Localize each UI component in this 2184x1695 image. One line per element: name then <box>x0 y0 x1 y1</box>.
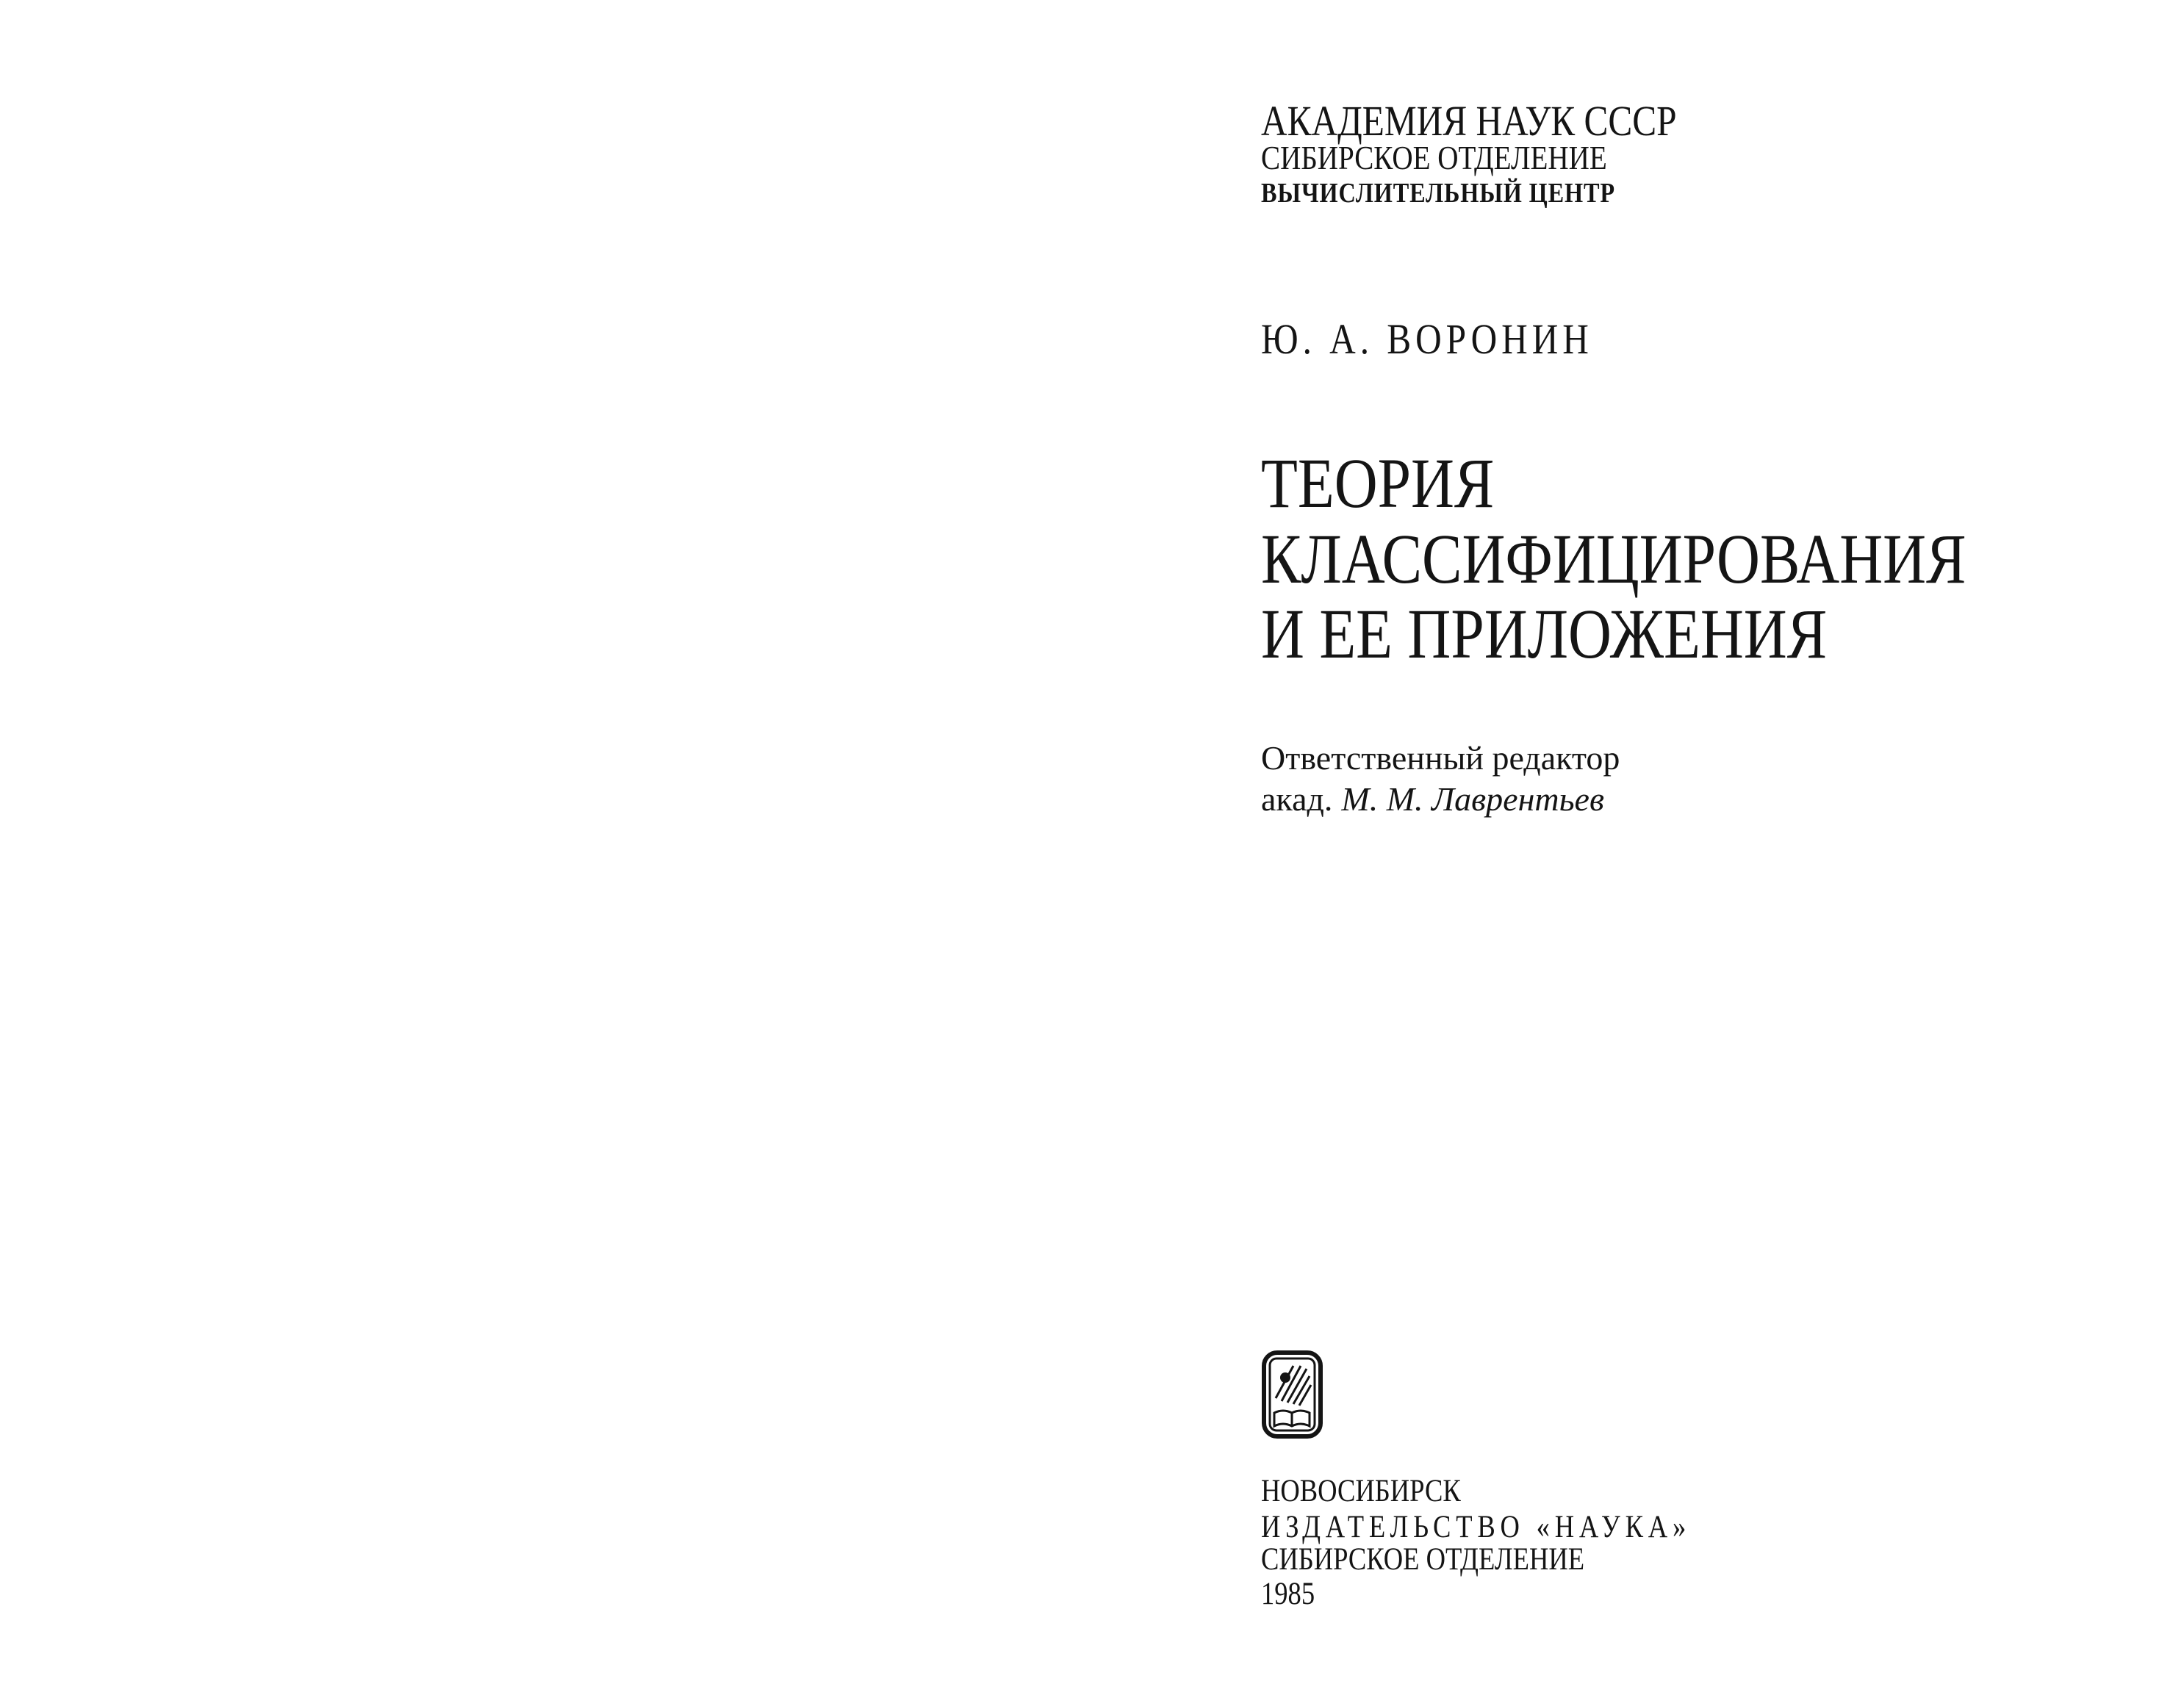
editor-line <box>1261 782 1604 816</box>
author-name: Ю. А. ВОРОНИН <box>1261 315 1593 363</box>
editor-title-prefix: акад. <box>1261 780 1333 818</box>
book-title-line: КЛАССИФИЦИРОВАНИЯ <box>1261 519 1966 598</box>
editor-name: М. М. Лаврентьев <box>1341 780 1604 818</box>
imprint-city: НОВОСИБИРСК <box>1261 1474 1461 1508</box>
title-page <box>1092 0 2184 1695</box>
book-title-line: И ЕЕ ПРИЛОЖЕНИЯ <box>1261 594 1828 673</box>
imprint-publisher: ИЗДАТЕЛЬСТВО «НАУКА» <box>1261 1510 1692 1544</box>
academy-branch: СИБИРСКОЕ ОТДЕЛЕНИЕ <box>1261 139 1607 176</box>
editor-role: Ответственный редактор <box>1261 739 1620 777</box>
nauka-publisher-logo-icon <box>1261 1350 1323 1439</box>
computing-center: ВЫЧИСЛИТЕЛЬНЫЙ ЦЕНТР <box>1261 178 1616 209</box>
academy-name: АКАДЕМИЯ НАУК СССР <box>1261 97 1677 145</box>
imprint-year: 1985 <box>1261 1577 1315 1611</box>
imprint-branch: СИБИРСКОЕ ОТДЕЛЕНИЕ <box>1261 1542 1585 1577</box>
book-title-line: ТЕОРИЯ <box>1261 444 1495 522</box>
